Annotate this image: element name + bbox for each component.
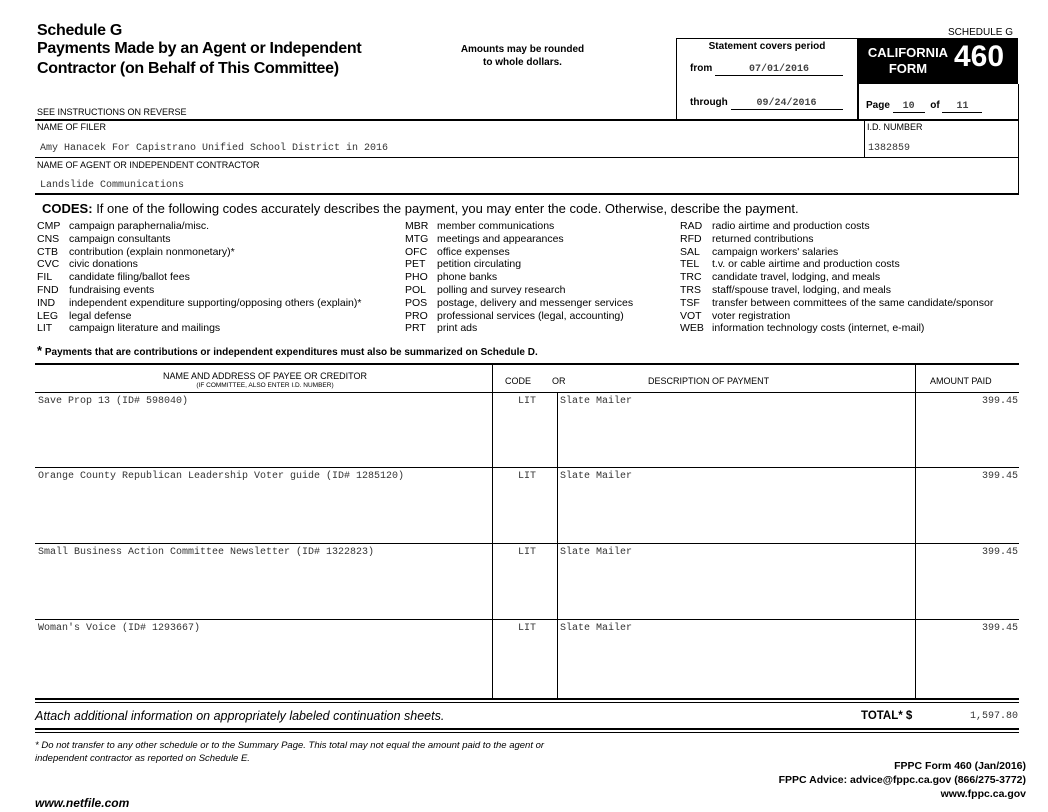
code-abbrev: MTG <box>405 232 429 245</box>
rounding-note-1: Amounts may be rounded <box>460 44 585 55</box>
code-description: meetings and appearances <box>437 232 564 245</box>
amount-paid: 399.45 <box>981 623 1018 634</box>
code-entry <box>405 284 565 296</box>
payment-code: LIT <box>518 547 537 558</box>
code-abbrev: LIT <box>37 322 53 335</box>
code-entry <box>405 258 521 270</box>
code-description: returned contributions <box>712 232 814 245</box>
code-entry <box>680 220 870 232</box>
code-abbrev: CTB <box>37 245 58 258</box>
form-badge-line2: FORM <box>888 61 928 76</box>
code-description: polling and survey research <box>437 284 566 296</box>
code-entry <box>37 233 171 245</box>
total-amount: 1,597.80 <box>969 711 1018 722</box>
of-label: of <box>930 100 940 111</box>
col-header-name: NAME AND ADDRESS OF PAYEE OR CREDITOR <box>162 371 368 381</box>
code-abbrev: FIL <box>37 271 53 284</box>
code-abbrev: TRC <box>680 271 702 284</box>
amount-paid: 399.45 <box>981 547 1018 558</box>
code-abbrev: CVC <box>37 258 60 271</box>
code-entry <box>37 284 154 296</box>
code-entry <box>405 322 477 334</box>
code-description: legal defense <box>69 309 132 322</box>
payment-description: Slate Mailer <box>560 396 633 407</box>
code-entry <box>37 271 190 283</box>
code-abbrev: RAD <box>680 220 703 232</box>
code-description: civic donations <box>69 258 138 271</box>
code-abbrev: MBR <box>405 220 429 232</box>
code-abbrev: VOT <box>680 309 702 322</box>
code-description: contribution (explain nonmonetary)* <box>69 245 235 258</box>
col-header-or: OR <box>552 376 566 386</box>
page-title-line1: Payments Made by an Agent or Independent <box>37 40 362 57</box>
col-header-name-sub: (IF COMMITTEE, ALSO ENTER I.D. NUMBER) <box>196 382 334 389</box>
schedule-tag: SCHEDULE G <box>948 27 1014 38</box>
code-entry <box>37 322 220 334</box>
code-description: print ads <box>437 322 478 335</box>
attach-note: Attach additional information on appropriately labeled continuation sheets. <box>35 709 445 723</box>
code-description: petition circulating <box>437 258 522 271</box>
code-description: fundraising events <box>69 284 155 296</box>
code-abbrev: OFC <box>405 245 428 258</box>
code-abbrev: TSF <box>680 296 700 309</box>
codes-intro <box>42 201 799 216</box>
code-abbrev: RFD <box>680 232 702 245</box>
id-number: 1382859 <box>868 143 911 154</box>
code-description: t.v. or cable airtime and production costs <box>712 258 900 271</box>
amount-paid: 399.45 <box>981 396 1018 407</box>
through-date: 09/24/2016 <box>731 98 843 110</box>
page-indicator <box>866 100 982 113</box>
code-description: transfer between committees of the same candidate/sponsor <box>712 296 994 309</box>
code-description: candidate travel, lodging, and meals <box>712 271 881 284</box>
col-header-code: CODE <box>505 376 532 386</box>
payment-description: Slate Mailer <box>560 547 633 558</box>
filer-name: Amy Hanacek For Capistrano Unified School District in 2016 <box>40 143 389 154</box>
code-entry <box>405 310 624 322</box>
payee-name: Woman's Voice (ID# 1293667) <box>38 623 201 634</box>
code-abbrev: IND <box>37 296 56 309</box>
code-description: campaign workers' salaries <box>712 245 839 258</box>
schedule-label: Schedule G <box>37 22 123 39</box>
page-total: 11 <box>942 101 982 113</box>
codes-footnote <box>37 343 538 358</box>
from-label: from <box>690 63 713 74</box>
code-entry <box>37 246 235 258</box>
code-abbrev: CMP <box>37 220 61 232</box>
code-description: phone banks <box>437 271 498 284</box>
col-header-amount: AMOUNT PAID <box>930 376 992 386</box>
code-entry <box>680 233 814 245</box>
instructions-note: SEE INSTRUCTIONS ON REVERSE <box>37 107 187 117</box>
page-number: 10 <box>893 101 925 113</box>
code-abbrev: PRO <box>405 309 428 322</box>
payment-code: LIT <box>518 471 537 482</box>
code-entry <box>405 233 564 245</box>
form-number: 460 <box>954 40 1005 73</box>
code-description: candidate filing/ballot fees <box>69 271 190 284</box>
code-entry <box>37 258 138 270</box>
page-label: Page <box>866 100 890 111</box>
code-description: radio airtime and production costs <box>712 220 870 232</box>
payee-name: Orange County Republican Leadership Voter guide (ID# 1285120) <box>38 471 405 482</box>
code-description: member communications <box>437 220 555 232</box>
netfile-link[interactable]: www.netfile.com <box>35 796 130 810</box>
code-description: office expenses <box>437 245 510 258</box>
fppc-advice[interactable]: FPPC Advice: advice@fppc.ca.gov (866/275-3772) <box>778 774 1026 786</box>
code-entry <box>405 220 554 232</box>
payment-description: Slate Mailer <box>560 471 633 482</box>
code-abbrev: POS <box>405 296 428 309</box>
code-description: information technology costs (internet, e-mail) <box>712 322 925 335</box>
footer-note-1: * Do not transfer to any other schedule or to the Summary Page. This total may not equal the amount paid to the agent or <box>35 740 545 751</box>
code-entry <box>37 297 361 309</box>
payment-code: LIT <box>518 623 537 634</box>
payee-name: Small Business Action Committee Newsletter (ID# 1322823) <box>38 547 375 558</box>
total-label: TOTAL* $ <box>861 710 913 722</box>
col-header-description: DESCRIPTION OF PAYMENT <box>648 376 770 386</box>
page-title-line2: Contractor (on Behalf of This Committee) <box>37 60 339 77</box>
code-abbrev: PRT <box>405 322 426 335</box>
code-abbrev: TEL <box>680 258 700 271</box>
code-abbrev: LEG <box>37 309 59 322</box>
code-entry <box>680 258 900 270</box>
code-entry <box>405 297 633 309</box>
code-entry <box>37 310 131 322</box>
code-entry <box>680 246 838 258</box>
through-row <box>690 97 843 110</box>
code-description: independent expenditure supporting/opposing others (explain)* <box>69 296 362 309</box>
form-version: FPPC Form 460 (Jan/2016) <box>894 760 1026 772</box>
amount-paid: 399.45 <box>981 471 1018 482</box>
code-description: campaign consultants <box>69 232 171 245</box>
code-entry <box>680 284 891 296</box>
code-description: campaign paraphernalia/misc. <box>69 220 210 232</box>
rounding-note-2: to whole dollars. <box>483 57 562 68</box>
from-date: 07/01/2016 <box>715 64 843 76</box>
from-row <box>690 63 843 76</box>
footnote-text: Payments that are contributions or independent expenditures must also be summarized on Schedule D. <box>44 347 538 358</box>
payment-description: Slate Mailer <box>560 623 633 634</box>
code-abbrev: SAL <box>680 245 700 258</box>
code-entry <box>680 322 924 334</box>
code-description: staff/spouse travel, lodging, and meals <box>712 284 891 296</box>
code-abbrev: PHO <box>405 271 428 284</box>
code-entry <box>405 271 497 283</box>
code-description: professional services (legal, accounting) <box>437 309 624 322</box>
code-abbrev: PET <box>405 258 426 271</box>
form-badge-line1: CALIFORNIA <box>867 45 949 60</box>
code-abbrev: CNS <box>37 232 60 245</box>
id-number-label: I.D. NUMBER <box>867 122 923 132</box>
code-description: voter registration <box>712 309 791 322</box>
period-label: Statement covers period <box>708 41 826 52</box>
code-entry <box>680 310 790 322</box>
payment-code: LIT <box>518 396 537 407</box>
codes-description: If one of the following codes accurately describes the payment, you may enter the code. Otherwise, describe the payment. <box>96 201 799 216</box>
code-description: campaign literature and mailings <box>69 322 221 335</box>
code-entry <box>405 246 510 258</box>
code-entry <box>680 271 880 283</box>
agent-name: Landslide Communications <box>40 180 185 191</box>
filer-name-label: NAME OF FILER <box>37 122 107 132</box>
footnote-star: * <box>37 343 43 358</box>
code-abbrev: TRS <box>680 284 701 296</box>
code-entry <box>37 220 209 232</box>
fppc-website-link[interactable]: www.fppc.ca.gov <box>940 788 1026 800</box>
code-entry <box>680 297 993 309</box>
code-abbrev: POL <box>405 284 427 296</box>
agent-name-label: NAME OF AGENT OR INDEPENDENT CONTRACTOR <box>37 160 260 170</box>
payee-name: Save Prop 13 (ID# 598040) <box>38 396 189 407</box>
code-abbrev: FND <box>37 284 59 296</box>
code-description: postage, delivery and messenger services <box>437 296 634 309</box>
codes-heading: CODES: <box>42 201 93 216</box>
code-abbrev: WEB <box>680 322 704 335</box>
through-label: through <box>690 97 728 108</box>
footer-note-2: independent contractor as reported on Schedule E. <box>35 753 250 764</box>
